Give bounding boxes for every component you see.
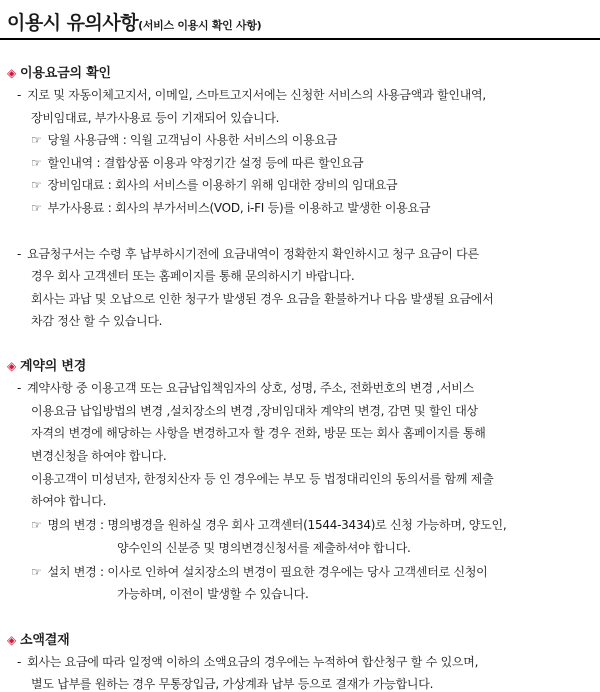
dash-marker: - <box>17 247 22 261</box>
dash-marker: - <box>17 88 22 102</box>
page-title-sub: (서비스 이용시 확인 사항) <box>138 19 262 32</box>
paragraph-line: 가능하며, 이전이 발생할 수 있습니다. <box>117 587 309 601</box>
paragraph-line: 양수인의 신분증 및 명의변경신청서를 제출하셔야 합니다. <box>117 541 411 555</box>
paragraph-line: 별도 납부를 원하는 경우 무통장입금, 가상계좌 납부 등으로 결재가 가능합니다. <box>31 677 434 691</box>
pointing-finger-icon: ☞ <box>31 178 42 192</box>
paragraph-line <box>17 653 478 670</box>
paragraph-line <box>17 245 479 262</box>
list-item-text: 당월 사용금액 : 익월 고객님이 사용한 서비스의 이용요금 <box>47 133 338 147</box>
paragraph-line: 이용고객이 미성년자, 한정치산자 등 인 경우에는 부모 등 법정대리인의 동의서를 함께 제출 <box>31 472 494 486</box>
paragraph-text: 회사는 요금에 따라 일정액 이하의 소액요금의 경우에는 누적하여 합산청구 할 수 있으며, <box>27 655 479 669</box>
page-title <box>7 8 261 35</box>
dash-marker: - <box>17 655 22 669</box>
section-heading-label: 이용요금의 확인 <box>20 66 111 81</box>
pointing-finger-icon: ☞ <box>31 156 42 170</box>
section-heading-contract <box>7 355 86 374</box>
paragraph-line: 경우 회사 고객센터 또는 홈페이지를 통해 문의하시기 바랍니다. <box>31 269 355 283</box>
list-item-name-change <box>31 516 506 533</box>
paragraph-line: 이용요금 납입방법의 변경 ,설치장소의 변경 ,장비임대차 계약의 변경, 감면 및 할인 대상 <box>31 404 478 418</box>
paragraph-line: 장비임대료, 부가사용료 등이 기재되어 있습니다. <box>31 111 280 125</box>
list-item-install-change <box>31 563 488 580</box>
install-change-text: 이사로 인하여 설치장소의 변경이 필요한 경우에는 당사 고객센터로 신청이 <box>107 565 488 579</box>
pointing-finger-icon: ☞ <box>31 133 42 147</box>
page-title-main: 이용시 유의사항 <box>7 12 139 34</box>
diamond-icon: ◈ <box>7 359 17 373</box>
paragraph-line <box>17 86 486 103</box>
name-change-text: 명의병경을 원하실 경우 회사 고객센터(1544-3434)로 신청 가능하며, 양도인, <box>107 518 507 532</box>
title-divider <box>0 38 600 40</box>
diamond-icon: ◈ <box>7 633 17 647</box>
paragraph-line: 차감 정산 할 수 있습니다. <box>31 314 163 328</box>
paragraph-line: 변경신청을 하여야 합니다. <box>31 449 167 463</box>
dash-marker: - <box>17 381 22 395</box>
pointing-finger-icon: ☞ <box>31 201 42 215</box>
section-heading-label: 소액결재 <box>20 633 70 648</box>
pointing-finger-icon: ☞ <box>31 565 42 579</box>
section-heading-fee <box>7 62 111 81</box>
list-item-text: 부가사용료 : 회사의 부가서비스(VOD, i-FI 등)를 이용하고 발생한 이용요금 <box>47 201 431 215</box>
paragraph-text: 요금청구서는 수령 후 납부하시기전에 요금내역이 정확한지 확인하시고 청구 요금이 다른 <box>27 247 479 261</box>
list-item-text: 장비임대료 : 회사의 서비스를 이용하기 위해 임대한 장비의 임대요금 <box>47 178 398 192</box>
install-change-label: 설치 변경 : <box>47 565 104 579</box>
paragraph-line <box>17 379 474 396</box>
section-heading-small-payment <box>7 629 69 648</box>
paragraph-line: 회사는 과납 및 오납으로 인한 청구가 발생된 경우 요금을 환불하거나 다음 발생될 요금에서 <box>31 292 494 306</box>
paragraph-line: 하여야 합니다. <box>31 494 107 508</box>
paragraph-text: 계약사항 중 이용고객 또는 요금납입책임자의 상호, 성명, 주소, 전화번호의 변경 ,서비스 <box>27 381 474 395</box>
diamond-icon: ◈ <box>7 66 17 80</box>
list-item <box>31 199 430 216</box>
name-change-label: 명의 변경 : <box>47 518 104 532</box>
list-item-text: 할인내역 : 결합상품 이용과 약정기간 설정 등에 따른 할인요금 <box>47 156 364 170</box>
pointing-finger-icon: ☞ <box>31 518 42 532</box>
paragraph-line: 자격의 변경에 해당하는 사항을 변경하고자 할 경우 전화, 방문 또는 회사 홈페이지를 통해 <box>31 426 486 440</box>
section-heading-label: 계약의 변경 <box>20 359 87 374</box>
paragraph-text: 지로 및 자동이체고지서, 이메일, 스마트고지서에는 신청한 서비스의 사용금액과 할인내역, <box>27 88 486 102</box>
list-item <box>31 176 397 193</box>
list-item <box>31 131 337 148</box>
list-item <box>31 154 363 171</box>
